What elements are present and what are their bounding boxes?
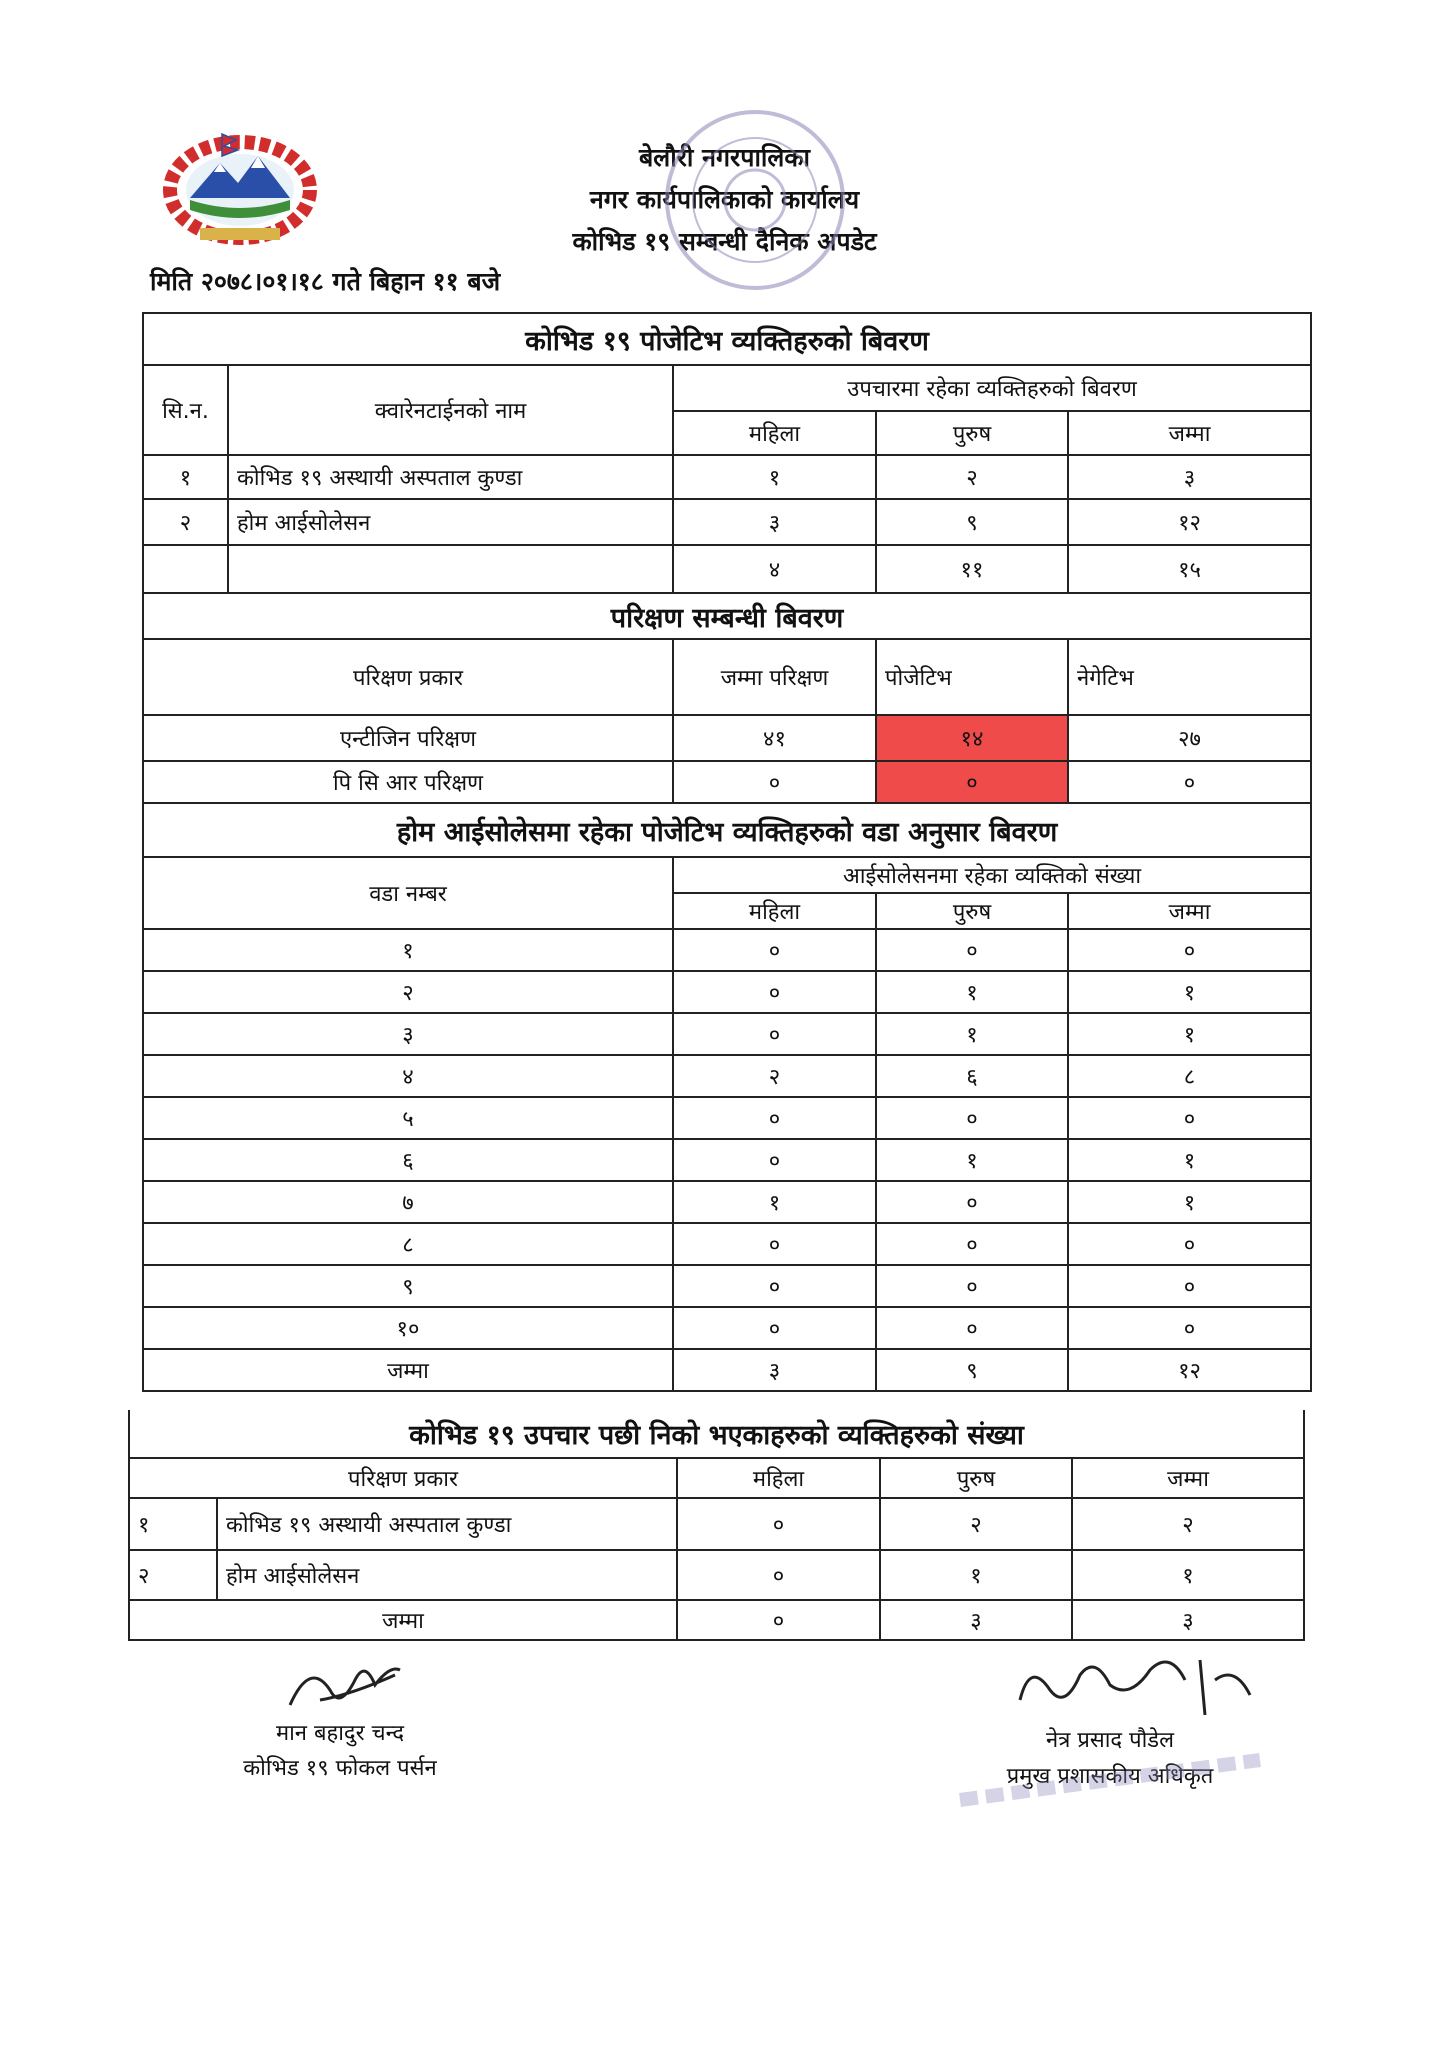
sum-male: ३ (880, 1600, 1072, 1640)
ward-female: ० (673, 1139, 876, 1181)
col-ward-number-header: वडा नम्बर (143, 857, 673, 929)
col-male-header: पुरुष (880, 1458, 1072, 1498)
ward-row (143, 929, 1311, 971)
row-total-tests: ४१ (673, 715, 876, 761)
col-total-header: जम्मा (1072, 1458, 1304, 1498)
row-female: ० (677, 1550, 880, 1600)
ward-male: ६ (876, 1055, 1068, 1097)
ward-row (143, 1265, 1311, 1307)
ward-number: ८ (143, 1223, 673, 1265)
col-male-header: पुरुष (876, 411, 1068, 455)
table-row (129, 1498, 1304, 1550)
col-test-type-header: परिक्षण प्रकार (129, 1458, 677, 1498)
row-total-tests: ० (673, 761, 876, 803)
sum-female: ३ (673, 1349, 876, 1391)
ward-female: ० (673, 929, 876, 971)
col-male-header: पुरुष (876, 893, 1068, 929)
ward-male: ० (876, 1223, 1068, 1265)
ward-male: १ (876, 1013, 1068, 1055)
ward-female: ० (673, 1265, 876, 1307)
ward-number: ७ (143, 1181, 673, 1223)
row-female: ० (677, 1498, 880, 1550)
col-sn-header: सि.न. (143, 365, 228, 455)
right-signatory-title: प्रमुख प्रशासकीय अधिकृत (1006, 1764, 1214, 1789)
ward-number: ५ (143, 1097, 673, 1139)
row-name: कोभिड १९ अस्थायी अस्पताल कुण्डा (217, 1498, 677, 1550)
row-sn: २ (143, 499, 228, 545)
right-signatory-name: नेत्र प्रसाद पौडेल (1046, 1728, 1174, 1753)
ward-male: ० (876, 1307, 1068, 1349)
table-row (143, 715, 1311, 761)
ward-total: ० (1068, 1223, 1311, 1265)
col-isolation-group-header: आईसोलेसनमा रहेका व्यक्तिको संख्या (673, 857, 1311, 893)
ward-total: ० (1068, 1265, 1311, 1307)
row-male: २ (876, 455, 1068, 499)
left-signatory-name: मान बहादुर चन्द (275, 1721, 405, 1746)
recovered-section-title: कोभिड १९ उपचार पछी निको भएकाहरुको व्यक्तिहरुको संख्या (129, 1410, 1304, 1458)
row-total: २ (1072, 1498, 1304, 1550)
ward-total: १ (1068, 971, 1311, 1013)
ward-row (143, 1139, 1311, 1181)
ward-female: ० (673, 1223, 876, 1265)
ward-female: २ (673, 1055, 876, 1097)
table-row (143, 761, 1311, 803)
row-name: कोभिड १९ अस्थायी अस्पताल कुण्डा (228, 455, 673, 499)
row-positive: १४ (876, 715, 1068, 761)
positives-section-title: कोभिड १९ पोजेटिभ व्यक्तिहरुको बिवरण (143, 313, 1311, 365)
empty-cell (143, 545, 228, 593)
ward-female: ० (673, 971, 876, 1013)
row-sn: १ (129, 1498, 217, 1550)
row-sn: २ (129, 1550, 217, 1600)
col-quarantine-name-header: क्वारेनटाईनको नाम (228, 365, 673, 455)
row-female: ३ (673, 499, 876, 545)
row-name: होम आईसोलेसन (228, 499, 673, 545)
table-row (143, 455, 1311, 499)
col-total-header: जम्मा (1068, 893, 1311, 929)
ward-total: ० (1068, 929, 1311, 971)
row-negative: २७ (1068, 715, 1311, 761)
row-male: २ (880, 1498, 1072, 1550)
main-report-table (142, 312, 1310, 1392)
ward-row (143, 1013, 1311, 1055)
sum-total: ३ (1072, 1600, 1304, 1640)
wards-sum-row (143, 1349, 1311, 1391)
ward-number: २ (143, 971, 673, 1013)
col-test-type-header: परिक्षण प्रकार (143, 639, 673, 715)
right-signature-scribble (1010, 1640, 1270, 1730)
row-negative: ० (1068, 761, 1311, 803)
sum-label: जम्मा (129, 1600, 677, 1640)
positives-sum-row (143, 545, 1311, 593)
sum-label: जम्मा (143, 1349, 673, 1391)
sum-male: ९ (876, 1349, 1068, 1391)
row-sn: १ (143, 455, 228, 499)
row-name: होम आईसोलेसन (217, 1550, 677, 1600)
testing-section-title: परिक्षण सम्बन्धी बिवरण (143, 593, 1311, 639)
table-row (143, 499, 1311, 545)
wards-section-title: होम आईसोलेसमा रहेका पोजेटिभ व्यक्तिहरुको वडा अनुसार बिवरण (143, 803, 1311, 857)
row-total: १ (1072, 1550, 1304, 1600)
ward-male: १ (876, 1139, 1068, 1181)
table-row (129, 1550, 1304, 1600)
ward-total: ० (1068, 1307, 1311, 1349)
row-test-type: एन्टीजिन परिक्षण (143, 715, 673, 761)
row-female: १ (673, 455, 876, 499)
col-total-tests-header: जम्मा परिक्षण (673, 639, 876, 715)
ward-row (143, 1181, 1311, 1223)
col-negative-header: नेगेटिभ (1068, 639, 1311, 715)
ward-male: ० (876, 1265, 1068, 1307)
ward-row (143, 1055, 1311, 1097)
sum-female: ४ (673, 545, 876, 593)
office-name: बेलौरी नगरपालिका (638, 143, 811, 172)
ward-female: ० (673, 1097, 876, 1139)
ward-row (143, 1223, 1311, 1265)
ward-male: ० (876, 1097, 1068, 1139)
empty-cell (228, 545, 673, 593)
col-positive-header: पोजेटिभ (876, 639, 1068, 715)
ward-number: १ (143, 929, 673, 971)
ward-total: १ (1068, 1181, 1311, 1223)
ward-number: ४ (143, 1055, 673, 1097)
official-stamp-mark (950, 1730, 1270, 1820)
row-total: १२ (1068, 499, 1311, 545)
row-male: १ (880, 1550, 1072, 1600)
col-female-header: महिला (673, 893, 876, 929)
ward-female: ० (673, 1013, 876, 1055)
col-total-header: जम्मा (1068, 411, 1311, 455)
col-female-header: महिला (677, 1458, 880, 1498)
row-test-type: पि सि आर परिक्षण (143, 761, 673, 803)
row-total: ३ (1068, 455, 1311, 499)
ward-male: ० (876, 1181, 1068, 1223)
ward-total: १ (1068, 1013, 1311, 1055)
ward-female: १ (673, 1181, 876, 1223)
ward-male: ० (876, 929, 1068, 971)
row-male: ९ (876, 499, 1068, 545)
ward-male: १ (876, 971, 1068, 1013)
row-positive: ० (876, 761, 1068, 803)
ward-row (143, 971, 1311, 1013)
sum-total: १५ (1068, 545, 1311, 593)
ward-total: ० (1068, 1097, 1311, 1139)
ward-female: ० (673, 1307, 876, 1349)
report-title: कोभिड १९ सम्बन्धी दैनिक अपडेट (572, 227, 877, 256)
ward-row (143, 1307, 1311, 1349)
col-female-header: महिला (673, 411, 876, 455)
ward-number: ९ (143, 1265, 673, 1307)
ward-total: १ (1068, 1139, 1311, 1181)
sum-total: १२ (1068, 1349, 1311, 1391)
sum-female: ० (677, 1600, 880, 1640)
col-treatment-group-header: उपचारमा रहेका व्यक्तिहरुको बिवरण (673, 365, 1311, 411)
sum-male: ११ (876, 545, 1068, 593)
left-signatory-title: कोभिड १९ फोकल पर्सन (243, 1756, 437, 1781)
ward-row (143, 1097, 1311, 1139)
recovered-sum-row (129, 1600, 1304, 1640)
ward-number: ३ (143, 1013, 673, 1055)
ward-total: ८ (1068, 1055, 1311, 1097)
office-stamp-seal (660, 105, 850, 295)
office-subtitle: नगर कार्यपालिकाको कार्यालय (589, 185, 860, 214)
ward-number: ६ (143, 1139, 673, 1181)
report-date: मिति २०७८।०१।१८ गते बिहान ११ बजे (150, 267, 501, 296)
ward-number: १० (143, 1307, 673, 1349)
recovered-table (128, 1410, 1303, 1641)
